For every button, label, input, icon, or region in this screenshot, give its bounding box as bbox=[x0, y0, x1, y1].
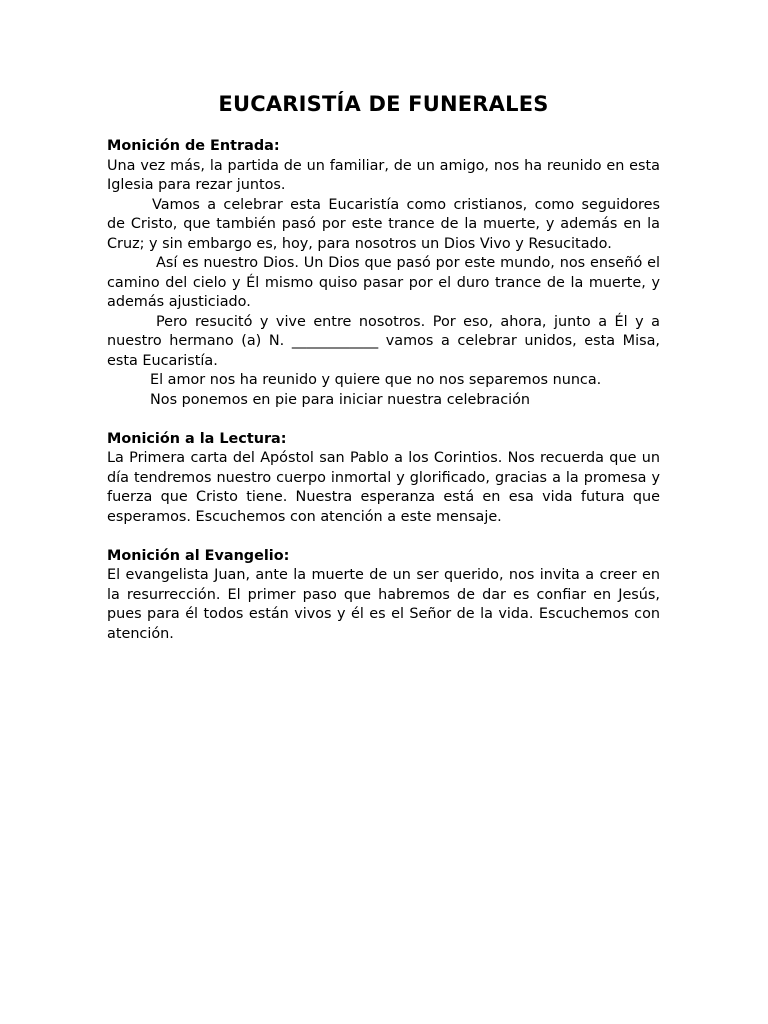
section-heading: Monición al Evangelio: bbox=[107, 547, 290, 564]
section-heading: Monición a la Lectura: bbox=[107, 430, 287, 447]
paragraph: El amor nos ha reunido y quiere que no nos separemos nunca. bbox=[150, 372, 602, 388]
document-title: EUCARISTÍA DE FUNERALES bbox=[218, 92, 549, 116]
section-monicion-entrada bbox=[107, 137, 660, 410]
paragraph: Pero resucitó y vive entre nosotros. Por eso, ahora, junto a Él y a nuestro hermano (a) N. ____________ vamos a celebrar unidos, esta Misa, esta Eucaristía. bbox=[107, 313, 660, 369]
paragraph: La Primera carta del Apóstol san Pablo a los Corintios. Nos recuerda que un día tendremos nuestro cuerpo inmortal y glorificado, gracias a la promesa y fuerza que Cristo tiene. Nuestra esperanza está en esa vida futura que esperamos. Escuchemos con atención a este mensaje. bbox=[107, 450, 660, 525]
paragraph: Vamos a celebrar esta Eucaristía como cristianos, como seguidores de Cristo, que también pasó por este trance de la muerte, y además en la Cruz; y sin embargo es, hoy, para nosotros un Dios Vivo y Resucitado. bbox=[107, 196, 660, 252]
section-heading: Monición de Entrada: bbox=[107, 138, 280, 154]
paragraph: Así es nuestro Dios. Un Dios que pasó por este mundo, nos enseñó el camino del cielo y Él mismo quiso pasar por el duro trance de la muerte, y además ajusticiado. bbox=[107, 255, 660, 310]
paragraph: El evangelista Juan, ante la muerte de un ser querido, nos invita a creer en la resurrección. El primer paso que habremos de dar es confiar en Jesús, pues para él todos están vivos y él es el Señor de la vida. Escuchemos con atención. bbox=[107, 567, 660, 642]
section-monicion-evangelio bbox=[107, 547, 660, 645]
document-page bbox=[107, 88, 660, 664]
section-monicion-lectura bbox=[107, 430, 660, 528]
paragraph: Una vez más, la partida de un familiar, de un amigo, nos ha reunido en esta Iglesia para rezar juntos. bbox=[107, 157, 660, 193]
paragraph: Nos ponemos en pie para iniciar nuestra celebración bbox=[150, 391, 531, 408]
